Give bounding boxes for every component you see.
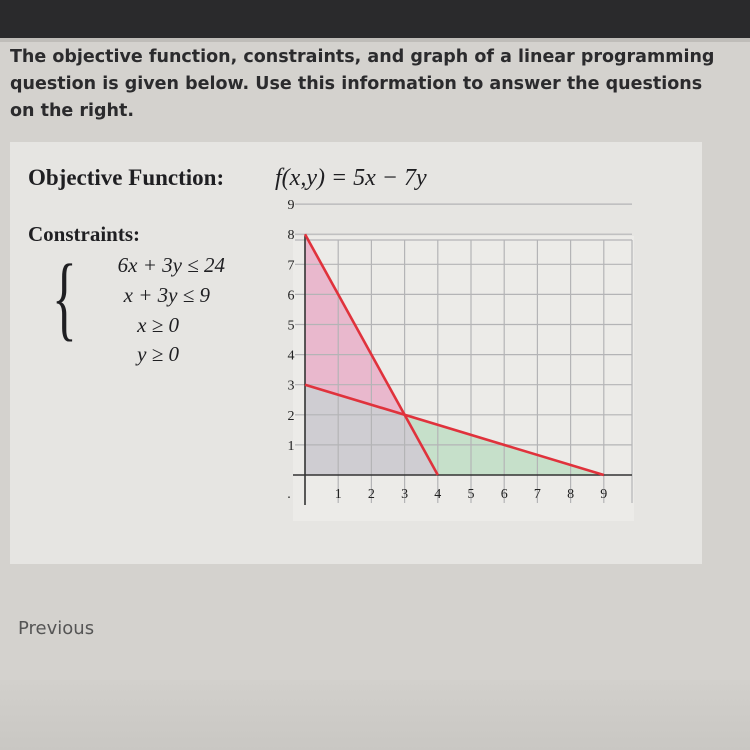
y-tick-label: 3 <box>287 378 295 394</box>
x-tick-label: 9 <box>600 487 608 502</box>
y-tick-label: 9 <box>287 198 295 214</box>
previous-link[interactable]: Previous <box>18 618 95 639</box>
x-tick-label: 4 <box>434 487 442 502</box>
y-tick-label: 4 <box>287 348 295 364</box>
x-tick-label: 7 <box>533 487 541 502</box>
objective-function-label: Objective Function: <box>28 165 225 190</box>
y-tick-label: 7 <box>287 258 295 274</box>
bottom-shade <box>0 680 750 750</box>
y-tick-label: 8 <box>287 228 295 244</box>
constraint-3: x ≥ 0 <box>137 313 179 337</box>
x-tick-label: 6 <box>500 487 508 502</box>
y-tick-label: 5 <box>287 318 295 334</box>
constraints-brace: { <box>52 246 77 350</box>
question-instructions: The objective function, constraints, and graph of a linear programming question is given below. Use this information to answer the questions on the right. <box>10 47 715 121</box>
shaded-regions <box>293 234 634 521</box>
x-tick-label: 8 <box>567 487 575 502</box>
y-tick-label: 2 <box>287 408 295 424</box>
constraints-label: Constraints: <box>28 222 141 246</box>
y-tick-label: 1 <box>287 438 295 454</box>
constraint-1: 6x + 3y ≤ 24 <box>117 253 225 277</box>
objective-function-formula: f(x,y) = 5x − 7y <box>275 165 427 191</box>
constraint-4: y ≥ 0 <box>137 342 179 366</box>
x-tick-label: 1 <box>334 487 342 502</box>
x-tick-label: 5 <box>467 487 475 502</box>
x-tick-label: 2 <box>367 487 375 502</box>
constraint-2: x + 3y ≤ 9 <box>123 283 210 307</box>
y-tick-label: 6 <box>287 288 295 304</box>
x-tick-label: 3 <box>401 487 409 502</box>
origin-label: . <box>287 487 291 502</box>
